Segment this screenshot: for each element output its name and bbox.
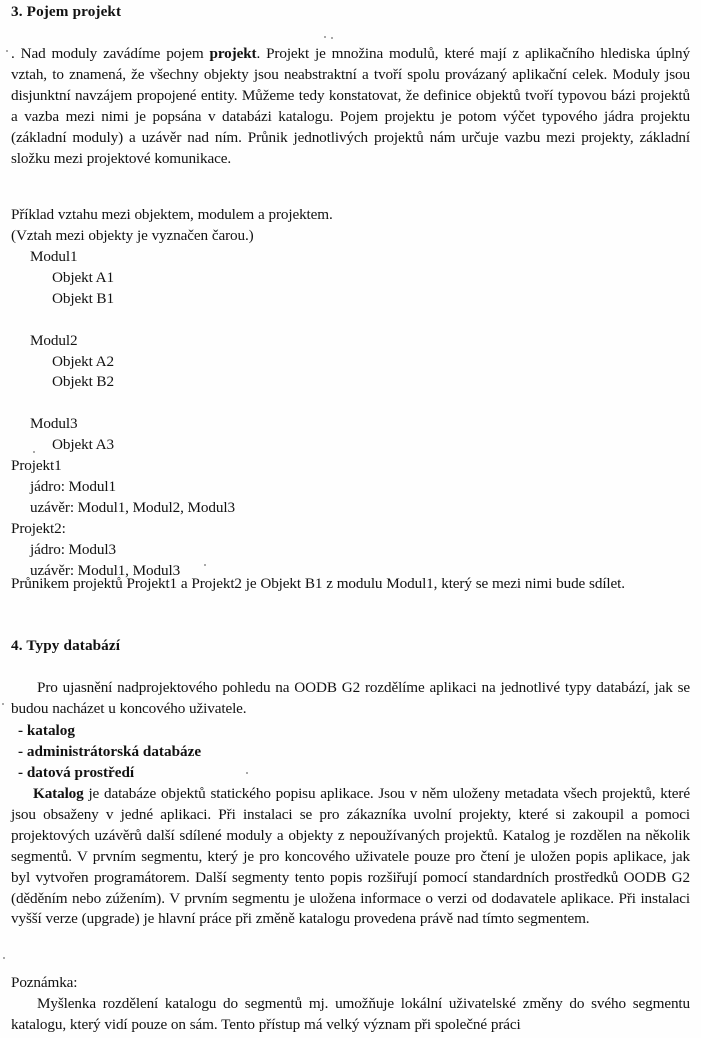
tree-item: Objekt B1 bbox=[52, 289, 114, 307]
section-3-paragraph-1 bbox=[11, 44, 690, 169]
tree-item: Objekt B2 bbox=[52, 373, 114, 391]
scan-speck bbox=[2, 703, 4, 705]
katalog-paragraph bbox=[11, 784, 690, 930]
paragraph-rest: . Projekt je množina modulů, které mají z aplikačního hlediska úplný vztah, to znamená, že všechny objekty jsou neabstraktní a tvoří spolu provázaný aplikační celek. Moduly jsou disjunktní navzájem propojené entity. Můžeme tedy konstatovat, že definice objektů tvoří typovou bázi projektů a vazba mezi nimi je popsána v databázi katalogu. Pojem projektu je potom výčet typového jádra projektu (základní moduly) a uzávěr nad ním. Průnik jednotlivých projektů nám určuje vazbu mezi projekty, základní složku mezi projektové komunikace. bbox=[11, 45, 690, 167]
tree-item: jádro: Modul3 bbox=[30, 540, 117, 558]
tree-item: uzávěr: Modul1, Modul2, Modul3 bbox=[30, 498, 235, 516]
section-3-closing-paragraph: Průnikem projektů Projekt1 a Projekt2 je Objekt B1 z modulu Modul1, který se mezi nimi bude sdílet. bbox=[11, 575, 625, 592]
emphasis-projekt: projekt bbox=[209, 45, 257, 62]
tree-item: Modul3 bbox=[30, 415, 78, 433]
tree-item: jádro: Modul1 bbox=[30, 477, 117, 495]
paragraph-lead: . Nad moduly zavádíme pojem bbox=[11, 45, 210, 62]
section-4-intro-paragraph: Pro ujasnění nadprojektového pohledu na OODB G2 rozdělíme aplikaci na jednotlivé typy databází, jak se budou nacházet u koncového uživatele. bbox=[11, 679, 690, 717]
tree-item: Modul1 bbox=[30, 248, 78, 265]
module-project-tree bbox=[11, 247, 431, 581]
tree-item: Objekt A3 bbox=[52, 436, 114, 454]
scan-speck bbox=[331, 37, 333, 39]
note-paragraph: Myšlenka rozdělení katalogu do segmentů mj. umožňuje lokální uživatelské změny do svého segmentu katalogu, který vidí pouze on sám. Tento přístup má velký význam při společné práci bbox=[11, 995, 690, 1033]
section-4-heading: 4. Typy databází bbox=[11, 637, 121, 654]
scan-speck bbox=[3, 957, 5, 959]
tree-item: Projekt1 bbox=[11, 457, 62, 475]
scan-speck bbox=[324, 36, 326, 38]
example-intro-line: Příklad vztahu mezi objektem, modulem a projektem. bbox=[11, 206, 333, 223]
emphasis-katalog: Katalog bbox=[33, 785, 84, 802]
tree-item: Objekt A2 bbox=[52, 352, 114, 370]
katalog-paragraph-text: je databáze objektů statického popisu aplikace. Jsou v něm uloženy metadata všech projektů, které jsou obsaženy v jedné aplikaci. Při instalaci se pro zákazníka uvolní projekty, které si zakoupil a pomoci projektových uzávěrů další sdílené moduly a objekty z nepoužívaných projektů. Katalog je rozdělen na několik segmentů. V prvním segmentu, který je pro koncového uživatele pouze pro čtení je uložen popis aplikace, jak byl vytvořen programátorem. Další segmenty tento popis rozšiřují pomocí standardních prostředků OODB G2 (děděním nebo zúžením). V prvním segmentu je uložena informace o verzi od dodavatele aplikace. Při instalaci vyšší verze (upgrade) je hlavní práce při změně katalogu provedena právě nad tímto segmentem. bbox=[11, 785, 690, 928]
tree-item: Projekt2: bbox=[11, 519, 66, 537]
scan-speck bbox=[6, 50, 8, 52]
tree-item: Objekt A1 bbox=[52, 268, 114, 286]
database-type-item: - katalog bbox=[18, 722, 75, 739]
tree-blank-line bbox=[11, 310, 431, 331]
tree-blank-line bbox=[11, 393, 431, 414]
example-note-line: (Vztah mezi objekty je vyznačen čarou.) bbox=[11, 227, 254, 244]
database-type-item: - datová prostředí bbox=[18, 763, 135, 781]
database-types-list bbox=[11, 721, 431, 784]
tree-item: Modul2 bbox=[30, 331, 78, 349]
database-type-item: - administrátorská databáze bbox=[18, 742, 202, 760]
note-label: Poznámka: bbox=[11, 974, 78, 991]
tree-item: uzávěr: Modul1, Modul3 bbox=[30, 561, 181, 579]
section-3-heading: 3. Pojem projekt bbox=[11, 3, 122, 20]
